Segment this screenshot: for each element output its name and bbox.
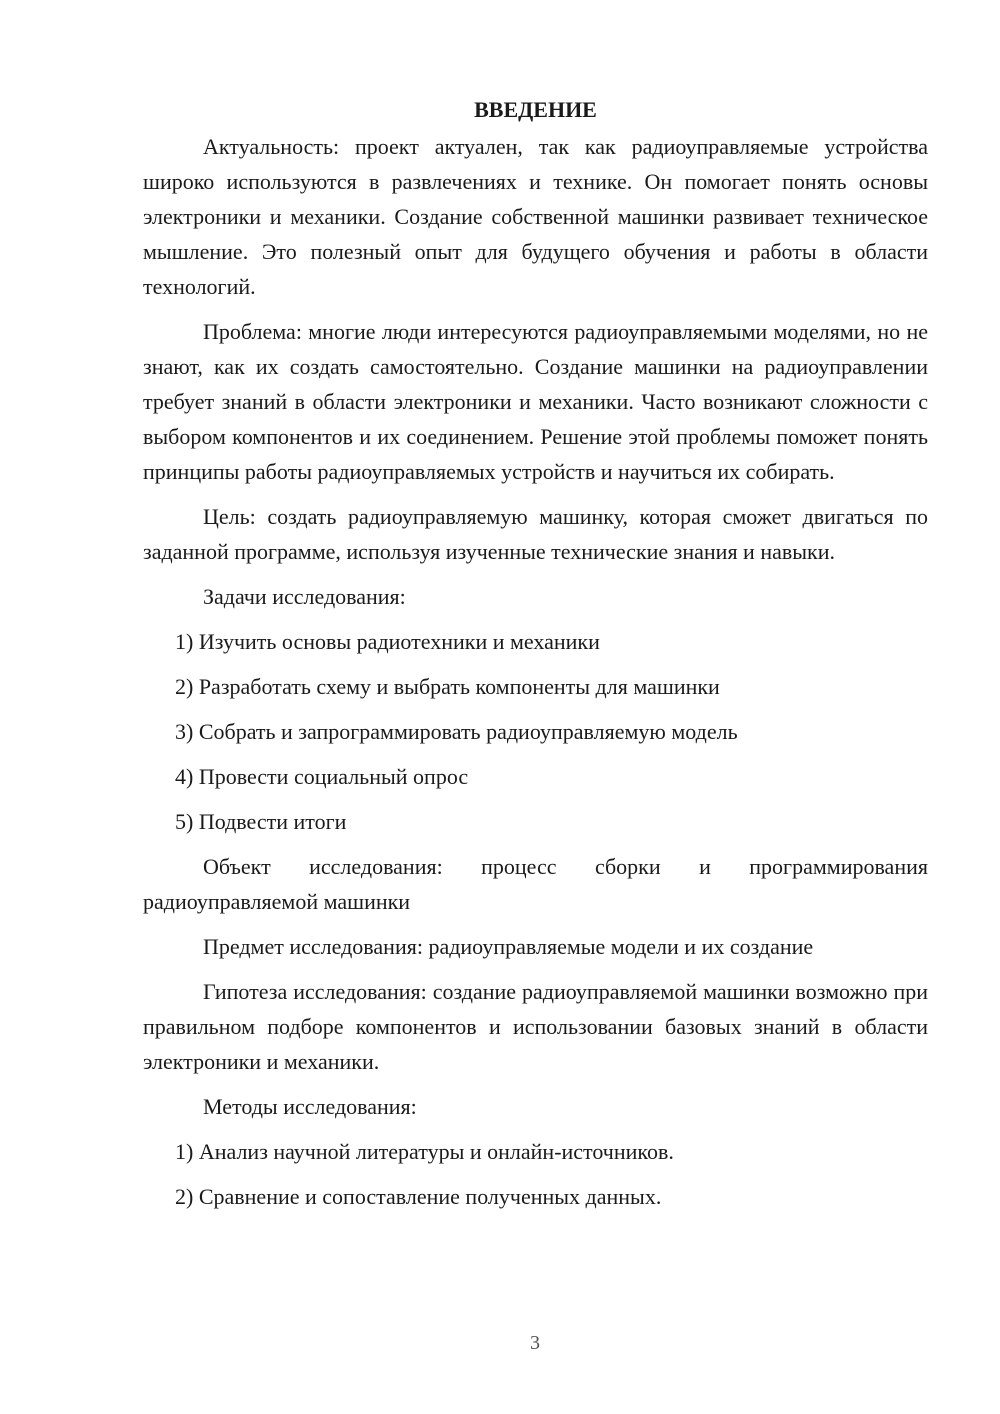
problem-paragraph: Проблема: многие люди интересуются радиоуправляемыми моделями, но не знают, как их создать самостоятельно. Создание машинки на радиоуправлении требует знаний в области электроники и механики. Часто возникают сложности с выбором компонентов и их соединением. Решение этой проблемы поможет понять принципы работы радиоуправляемых устройств и научиться их собирать. xyxy=(143,319,928,484)
task-item: 2) Разработать схему и выбрать компоненты для машинки xyxy=(175,674,720,699)
subject-paragraph: Предмет исследования: радиоуправляемые модели и их создание xyxy=(203,934,814,959)
methods-title: Методы исследования: xyxy=(203,1094,417,1119)
hypothesis-paragraph: Гипотеза исследования: создание радиоуправляемой машинки возможно при правильном подборе компонентов и использовании базовых знаний в области электроники и механики. xyxy=(143,979,928,1074)
methods-list xyxy=(143,1134,928,1214)
method-item: 1) Анализ научной литературы и онлайн-источников. xyxy=(175,1139,674,1164)
task-item: 1) Изучить основы радиотехники и механики xyxy=(175,629,600,654)
page-number: 3 xyxy=(530,1332,540,1354)
document-page xyxy=(143,92,928,1224)
tasks-title: Задачи исследования: xyxy=(203,584,406,609)
task-item: 5) Подвести итоги xyxy=(175,809,347,834)
document-heading: ВВЕДЕНИЕ xyxy=(474,97,597,122)
method-item: 2) Сравнение и сопоставление полученных данных. xyxy=(175,1184,662,1209)
tasks-list xyxy=(143,624,928,839)
task-item: 4) Провести социальный опрос xyxy=(175,764,469,789)
object-paragraph: Объект исследования: процесс сборки и программирования радиоуправляемой машинки xyxy=(143,854,928,914)
goal-paragraph: Цель: создать радиоуправляемую машинку, которая сможет двигаться по заданной программе, используя изученные технические знания и навыки. xyxy=(143,504,928,564)
relevance-paragraph: Актуальность: проект актуален, так как радиоуправляемые устройства широко используются в развлечениях и технике. Он помогает понять основы электроники и механики. Создание собственной машинки развивает техническое мышление. Это полезный опыт для будущего обучения и работы в области технологий. xyxy=(143,134,928,299)
task-item: 3) Собрать и запрограммировать радиоуправляемую модель xyxy=(175,719,738,744)
